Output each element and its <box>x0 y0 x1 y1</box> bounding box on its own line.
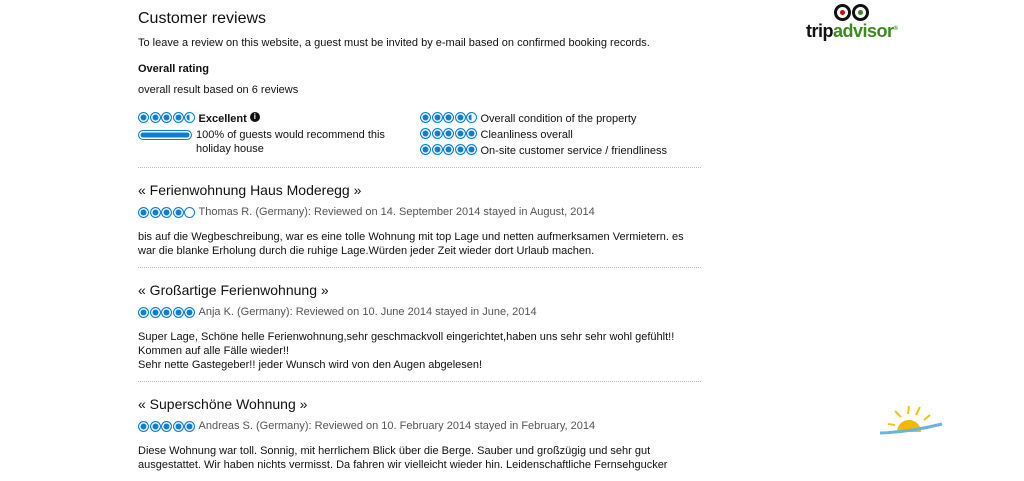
bubble-icon <box>150 112 161 123</box>
logo-text-advisor: advisor <box>833 21 894 41</box>
category-rating <box>420 112 667 128</box>
review-item <box>138 396 701 472</box>
bubble-rating <box>420 112 478 123</box>
bubble-icon <box>466 144 477 155</box>
review-title[interactable]: « Großartige Ferienwohnung » <box>138 282 329 298</box>
review-meta: Anja K. (Germany): Reviewed on 10. June 2014 stayed in June, 2014 <box>198 306 537 318</box>
bubble-icon <box>173 421 184 432</box>
category-label: Overall condition of the property <box>480 113 637 125</box>
bubble-icon <box>173 207 184 218</box>
bubble-rating <box>420 128 478 139</box>
owl-icon <box>806 4 897 21</box>
bubble-icon <box>161 112 172 123</box>
category-label: Cleanliness overall <box>480 129 573 141</box>
bubble-icon <box>432 144 443 155</box>
bubble-icon <box>432 128 443 139</box>
bubble-icon <box>173 307 184 318</box>
bubble-icon <box>184 307 195 318</box>
bubble-icon <box>173 112 184 123</box>
bubble-icon <box>443 112 454 123</box>
recommend-bar <box>138 130 192 140</box>
bubble-icon <box>138 207 149 218</box>
bubble-icon <box>466 128 477 139</box>
review-item <box>138 182 701 268</box>
recommend-text: 100% of guests would recommend this holiday house <box>196 129 385 155</box>
bubble-icon <box>161 421 172 432</box>
review-text <box>138 330 701 372</box>
info-icon[interactable]: i <box>250 112 260 122</box>
review-line: Diese Wohnung war toll. Sonnig, mit herrlichem Blick über die Berge. Sauber und großzügig und sehr gut <box>138 445 651 457</box>
review-meta: Andreas S. (Germany): Reviewed on 10. February 2014 stayed in February, 2014 <box>198 420 596 432</box>
bubble-icon <box>455 128 466 139</box>
tripadvisor-logo[interactable]: tripadvisor® <box>806 4 897 42</box>
review-line: Kommen auf alle Fälle wieder!! <box>138 345 290 357</box>
bubble-icon <box>150 421 161 432</box>
rating-label: Excellent <box>198 113 247 125</box>
bubble-icon <box>420 144 431 155</box>
divider <box>138 381 701 382</box>
bubble-rating <box>420 144 478 155</box>
logo-text-trip: trip <box>806 21 833 41</box>
bubble-icon <box>420 128 431 139</box>
bubble-icon <box>161 207 172 218</box>
category-rating <box>420 128 667 144</box>
overall-heading: Overall rating <box>138 63 209 75</box>
bubble-rating <box>138 307 196 318</box>
divider <box>138 267 701 268</box>
bubble-icon <box>150 307 161 318</box>
bubble-icon <box>184 207 195 218</box>
bubble-icon <box>184 421 195 432</box>
bubble-icon <box>432 112 443 123</box>
bubble-icon <box>443 144 454 155</box>
page-title: Customer reviews <box>138 10 267 27</box>
reviews-section <box>138 8 701 481</box>
bubble-icon <box>161 307 172 318</box>
review-line: ausgestattet. Wir haben nichts vermisst. Da fahren wir vielleicht wieder hin. Leidenschaftliche Fernsehgucker <box>138 459 668 471</box>
review-text <box>138 444 701 472</box>
bubble-rating <box>138 112 196 123</box>
bubble-icon <box>138 421 149 432</box>
bubble-icon <box>138 112 149 123</box>
intro-text: To leave a review on this website, a guest must be invited by e-mail based on confirmed booking records. <box>138 37 650 49</box>
review-item <box>138 282 701 382</box>
review-title[interactable]: « Superschöne Wohnung » <box>138 396 308 412</box>
bubble-icon <box>150 207 161 218</box>
bubble-icon <box>138 307 149 318</box>
review-text <box>138 230 701 258</box>
category-rating <box>420 144 667 160</box>
review-line: Sehr nette Gastegeber!! jeder Wunsch wird von den Augen abgelesen! <box>138 359 483 371</box>
bubble-icon <box>455 112 466 123</box>
review-line: bis auf die Wegbeschreibung, war es eine tolle Wohnung mit top Lage und netten aufmerksamen Vermietern. es <box>138 231 684 243</box>
bubble-icon <box>466 112 477 123</box>
overall-rating <box>138 112 701 160</box>
review-meta: Thomas R. (Germany): Reviewed on 14. September 2014 stayed in August, 2014 <box>198 206 595 218</box>
category-label: On-site customer service / friendliness <box>480 145 667 157</box>
divider <box>138 167 701 168</box>
bubble-rating <box>138 207 196 218</box>
bubble-icon <box>184 112 195 123</box>
review-title[interactable]: « Ferienwohnung Haus Moderegg » <box>138 182 362 198</box>
overall-summary: overall result based on 6 reviews <box>138 84 299 96</box>
bubble-icon <box>443 128 454 139</box>
bubble-rating <box>138 421 196 432</box>
review-line: war die blanke Erholung durch die ruhige Lage.Würden jeder Zeit wieder dort Urlaub machen. <box>138 245 595 257</box>
sun-logo-icon <box>880 402 1010 472</box>
bubble-icon <box>420 112 431 123</box>
review-line: Super Lage, Schöne helle Ferienwohnung,sehr geschmackvoll eingerichtet,haben uns sehr sehr wohl gefühlt!! <box>138 331 675 343</box>
bubble-icon <box>455 144 466 155</box>
